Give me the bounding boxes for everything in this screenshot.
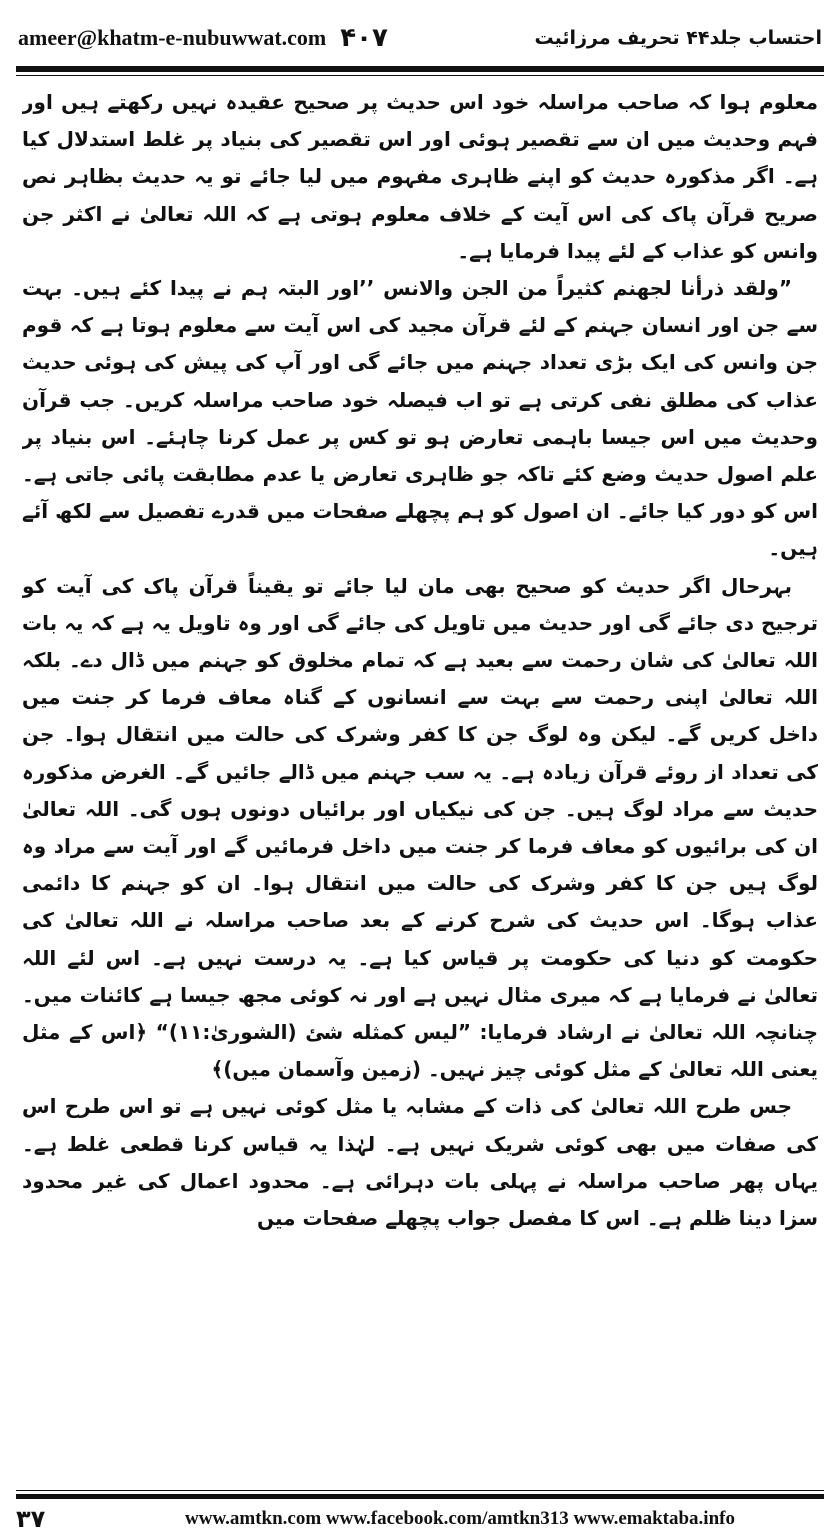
page-header [18, 14, 822, 62]
body-text [22, 84, 818, 1484]
paragraph-2: ”ولقد ذرأنا لجهنم كثيراً من الجن والانس ’’اور البتہ ہم نے پیدا کئے ہیں۔ بہت سے جن اور انسان جہنم کے لئے قرآن مجید کی اس آیت سے معلوم ہوتا ہے کہ قوم جن وانس کی ایک بڑی تعداد جہنم میں جائے گی اور آپ کی پیش کی ہوئی حدیث عذاب کی مطلق نفی کرتی ہے تو اب فیصلہ خود صاحب مراسلہ کریں۔ جب قرآن وحدیث میں اس جیسا باہمی تعارض ہو تو کس پر عمل کرنا چاہئے۔ اس بنیاد پر علم اصول حدیث وضع کئے تاکہ جو ظاہری تعارض یا عدم مطابقت پائی جاتی ہے۔ اس کو دور کیا جائے۔ ان اصول کو ہم پچھلے صفحات میں قدرے تفصیل سے لکھ آئے ہیں۔ [22, 276, 818, 561]
paragraph-3: بہرحال اگر حدیث کو صحیح بھی مان لیا جائے تو یقیناً قرآن پاک کی آیت کو ترجیح دی جائے گی اور حدیث میں تاویل کی جائے گی اور وہ تاویل یہ ہے کہ یہ بات اللہ تعالیٰ کی شان رحمت سے بعید ہے کہ تمام مخلوق کو جہنم میں ڈال دے۔ بلکہ اللہ تعالیٰ اپنی رحمت سے بہت سے انسانوں کے گناہ معاف فرما کر جنت میں داخل کریں گے۔ لیکن وہ لوگ جن کا کفر وشرک کی حالت میں انتقال ہوا۔ جن کی تعداد از روئے قرآن زیادہ ہے۔ یہ سب جہنم میں ڈالے جائیں گے۔ الغرض مذکورہ حدیث سے مراد لوگ ہیں۔ جن کی نیکیاں اور برائیاں دونوں ہوں گی۔ اللہ تعالیٰ ان کی برائیوں کو معاف فرما کر جنت میں داخل فرمائیں گے اور آیت سے مراد وہ لوگ ہیں جن کا کفر وشرک کی حالت میں انتقال ہوا۔ ان کو جہنم کا دائمی عذاب ہوگا۔ اس حدیث کی شرح کرنے کے بعد صاحب مراسلہ نے اللہ تعالیٰ کی حکومت کو دنیا کی حکومت پر قیاس کیا ہے۔ یہ درست نہیں ہے۔ اس لئے اللہ تعالیٰ نے فرمایا ہے کہ میری مثال نہیں ہے اور نہ کوئی مجھ جیسا ہے کائنات میں۔ چنانچہ اللہ تعالیٰ نے ارشاد فرمایا: ”ليس كمثله شئ (الشوریٰ:۱۱)“ ﴿اس کے مثل یعنی اللہ تعالیٰ کے مثل کوئی چیز نہیں۔ (زمین وآسمان میں)﴾ [22, 573, 818, 1082]
header-book-title: احتساب جلد۴۴ تحریف مرزائیت [534, 27, 822, 49]
page-footer [16, 1502, 824, 1536]
header-rule-thick [16, 66, 824, 72]
header-email: ameer@khatm-e-nubuwwat.com [18, 25, 327, 50]
footer-rule-thin [16, 1490, 824, 1491]
footer-page-number: ۳۷ [16, 1505, 46, 1533]
header-page-number: ۴۰۷ [340, 23, 388, 53]
header-left [18, 23, 388, 53]
header-rule-thin [16, 75, 824, 76]
paragraph-1: معلوم ہوا کہ صاحب مراسلہ خود اس حدیث پر صحیح عقیدہ نہیں رکھتے ہیں اور فہم وحدیث میں ان سے تقصیر ہوئی اور اس تقصیر کی بنیاد پر غلط استدلال کیا ہے۔ اگر مذکورہ حدیث کو اپنے ظاہری مفہوم میں لیا جائے تو یہ حدیث بظاہر نص صریح قرآن پاک کی اس آیت کے خلاف معلوم ہوتی ہے کہ اللہ تعالیٰ نے اکثر جن وانس کو عذاب کے لئے پیدا فرمایا ہے۔ [22, 90, 818, 263]
footer-links[interactable]: www.amtkn.com www.facebook.com/amtkn313 www.emaktaba.info [185, 1508, 735, 1529]
paragraph-4: جس طرح اللہ تعالیٰ کی ذات کے مشابہ یا مثل کوئی نہیں ہے تو اس طرح اس کی صفات میں بھی کوئی شریک نہیں ہے۔ لہٰذا یہ قیاس کرنا قطعی غلط ہے۔ یہاں پھر صاحب مراسلہ نے پہلی بات دہرائی ہے۔ محدود اعمال کی غیر محدود سزا دینا ظلم ہے۔ اس کا مفصل جواب پچھلے صفحات میں [22, 1094, 818, 1231]
footer-rule-thick [16, 1494, 824, 1499]
